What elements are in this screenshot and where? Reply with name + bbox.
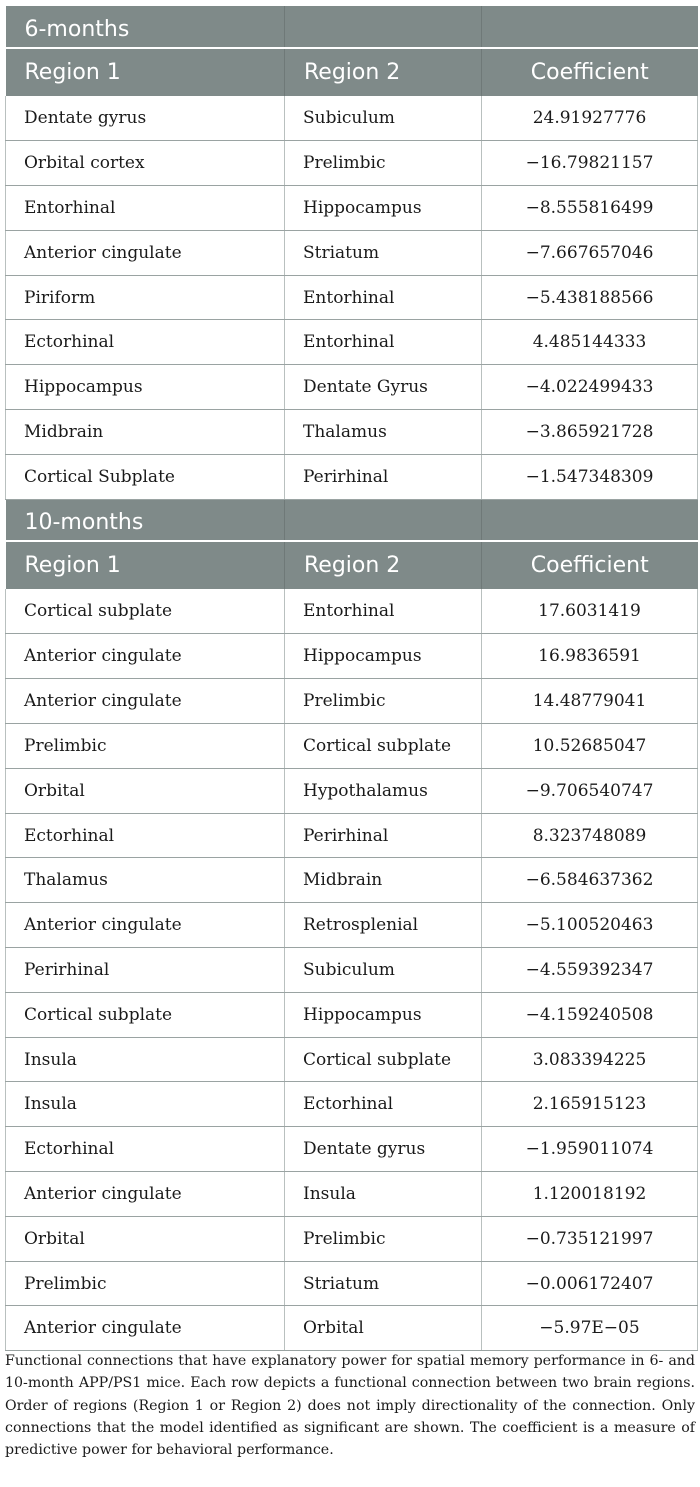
coefficient-cell: 4.485144333 <box>482 320 698 365</box>
region-1-cell: Thalamus <box>6 858 285 903</box>
region-1-cell: Cortical subplate <box>6 992 285 1037</box>
region-2-cell: Hypothalamus <box>285 768 482 813</box>
table-row <box>6 724 698 769</box>
region-1-cell: Cortical subplate <box>6 589 285 634</box>
region-1-cell: Insula <box>6 1037 285 1082</box>
table-row <box>6 634 698 679</box>
region-1-cell: Entorhinal <box>6 186 285 231</box>
section-title-row <box>6 6 698 48</box>
region-1-cell: Hippocampus <box>6 365 285 410</box>
region-1-cell: Ectorhinal <box>6 320 285 365</box>
region-2-cell: Perirhinal <box>285 454 482 499</box>
table-row <box>6 365 698 410</box>
section-title-empty-cell <box>285 499 482 541</box>
coefficient-cell: −5.100520463 <box>482 903 698 948</box>
table-row <box>6 320 698 365</box>
region-1-cell: Piriform <box>6 275 285 320</box>
region-1-cell: Prelimbic <box>6 1261 285 1306</box>
coefficient-cell: −8.555816499 <box>482 186 698 231</box>
region-2-cell: Entorhinal <box>285 320 482 365</box>
table-row <box>6 813 698 858</box>
region-2-cell: Cortical subplate <box>285 724 482 769</box>
coefficient-cell: −5.438188566 <box>482 275 698 320</box>
region-2-cell: Subiculum <box>285 96 482 141</box>
table-row <box>6 903 698 948</box>
section-title-empty-cell <box>482 499 698 541</box>
region-1-cell: Perirhinal <box>6 948 285 993</box>
region-1-cell: Anterior cingulate <box>6 679 285 724</box>
table-row <box>6 186 698 231</box>
table-row <box>6 948 698 993</box>
region-2-cell: Striatum <box>285 1261 482 1306</box>
column-header-row <box>6 541 698 589</box>
coefficient-cell: −4.559392347 <box>482 948 698 993</box>
region-2-cell: Hippocampus <box>285 634 482 679</box>
table-row <box>6 1172 698 1217</box>
table-row <box>6 275 698 320</box>
region-1-cell: Orbital cortex <box>6 141 285 186</box>
section-title: 10-months <box>6 499 285 541</box>
region-1-cell: Prelimbic <box>6 724 285 769</box>
region-1-cell: Anterior cingulate <box>6 230 285 275</box>
region-2-cell: Entorhinal <box>285 275 482 320</box>
region-2-cell: Prelimbic <box>285 141 482 186</box>
coefficient-cell: 10.52685047 <box>482 724 698 769</box>
region-2-cell: Ectorhinal <box>285 1082 482 1127</box>
table-row <box>6 410 698 455</box>
coefficient-cell: −0.735121997 <box>482 1216 698 1261</box>
table-row <box>6 1261 698 1306</box>
table-row <box>6 1082 698 1127</box>
region-2-cell: Subiculum <box>285 948 482 993</box>
region-1-cell: Ectorhinal <box>6 813 285 858</box>
coefficient-cell: −4.022499433 <box>482 365 698 410</box>
section-title-empty-cell <box>285 6 482 48</box>
section-title-empty-cell <box>482 6 698 48</box>
region-1-header: Region 1 <box>6 541 285 589</box>
coefficient-cell: 14.48779041 <box>482 679 698 724</box>
region-1-cell: Anterior cingulate <box>6 1172 285 1217</box>
region-1-cell: Anterior cingulate <box>6 903 285 948</box>
table-body <box>6 6 698 1351</box>
table-row <box>6 1127 698 1172</box>
region-2-cell: Hippocampus <box>285 992 482 1037</box>
region-2-cell: Hippocampus <box>285 186 482 231</box>
coefficient-cell: 17.6031419 <box>482 589 698 634</box>
region-2-header: Region 2 <box>285 48 482 96</box>
table-row <box>6 589 698 634</box>
region-2-cell: Cortical subplate <box>285 1037 482 1082</box>
table-row <box>6 141 698 186</box>
table-row <box>6 858 698 903</box>
coefficient-cell: −7.667657046 <box>482 230 698 275</box>
coefficient-cell: −5.97E−05 <box>482 1306 698 1351</box>
coefficient-cell: 24.91927776 <box>482 96 698 141</box>
coefficient-cell: −6.584637362 <box>482 858 698 903</box>
table-row <box>6 96 698 141</box>
region-2-cell: Prelimbic <box>285 1216 482 1261</box>
section-title-row <box>6 499 698 541</box>
coefficient-cell: −9.706540747 <box>482 768 698 813</box>
region-1-cell: Insula <box>6 1082 285 1127</box>
table-row <box>6 992 698 1037</box>
region-1-cell: Orbital <box>6 768 285 813</box>
table-row <box>6 454 698 499</box>
coefficient-cell: −1.547348309 <box>482 454 698 499</box>
section-title: 6-months <box>6 6 285 48</box>
region-1-cell: Anterior cingulate <box>6 634 285 679</box>
column-header-row <box>6 48 698 96</box>
connections-table <box>5 6 698 1351</box>
region-1-cell: Ectorhinal <box>6 1127 285 1172</box>
coefficient-header: Coefficient <box>482 48 698 96</box>
region-2-cell: Retrosplenial <box>285 903 482 948</box>
coefficient-cell: −0.006172407 <box>482 1261 698 1306</box>
region-2-cell: Entorhinal <box>285 589 482 634</box>
coefficient-cell: 16.9836591 <box>482 634 698 679</box>
coefficient-cell: 8.323748089 <box>482 813 698 858</box>
coefficient-cell: 1.120018192 <box>482 1172 698 1217</box>
region-2-cell: Midbrain <box>285 858 482 903</box>
coefficient-cell: −4.159240508 <box>482 992 698 1037</box>
region-1-cell: Anterior cingulate <box>6 1306 285 1351</box>
region-1-cell: Orbital <box>6 1216 285 1261</box>
region-1-cell: Midbrain <box>6 410 285 455</box>
table-row <box>6 768 698 813</box>
coefficient-header: Coefficient <box>482 541 698 589</box>
table-row <box>6 679 698 724</box>
table-caption: Functional connections that have explanatory power for spatial memory performance in 6- and 10-month APP/PS1 mice. Each row depicts a functional connection between two brain regions. Order of regions (Region 1 or Region 2) does not imply directionality of the connection. Only connections that the model identified as significant are shown. The coefficient is a measure of predictive power for behavioral performance. <box>5 1353 695 1459</box>
region-2-header: Region 2 <box>285 541 482 589</box>
coefficient-cell: −16.79821157 <box>482 141 698 186</box>
table-row <box>6 1306 698 1351</box>
region-1-cell: Cortical Subplate <box>6 454 285 499</box>
region-2-cell: Dentate gyrus <box>285 1127 482 1172</box>
table-row <box>6 230 698 275</box>
region-2-cell: Prelimbic <box>285 679 482 724</box>
region-2-cell: Dentate Gyrus <box>285 365 482 410</box>
region-2-cell: Thalamus <box>285 410 482 455</box>
region-2-cell: Insula <box>285 1172 482 1217</box>
table-row <box>6 1216 698 1261</box>
coefficient-cell: 2.165915123 <box>482 1082 698 1127</box>
coefficient-cell: −1.959011074 <box>482 1127 698 1172</box>
table-row <box>6 1037 698 1082</box>
region-2-cell: Perirhinal <box>285 813 482 858</box>
coefficient-cell: 3.083394225 <box>482 1037 698 1082</box>
region-2-cell: Orbital <box>285 1306 482 1351</box>
region-1-cell: Dentate gyrus <box>6 96 285 141</box>
coefficient-cell: −3.865921728 <box>482 410 698 455</box>
region-2-cell: Striatum <box>285 230 482 275</box>
region-1-header: Region 1 <box>6 48 285 96</box>
